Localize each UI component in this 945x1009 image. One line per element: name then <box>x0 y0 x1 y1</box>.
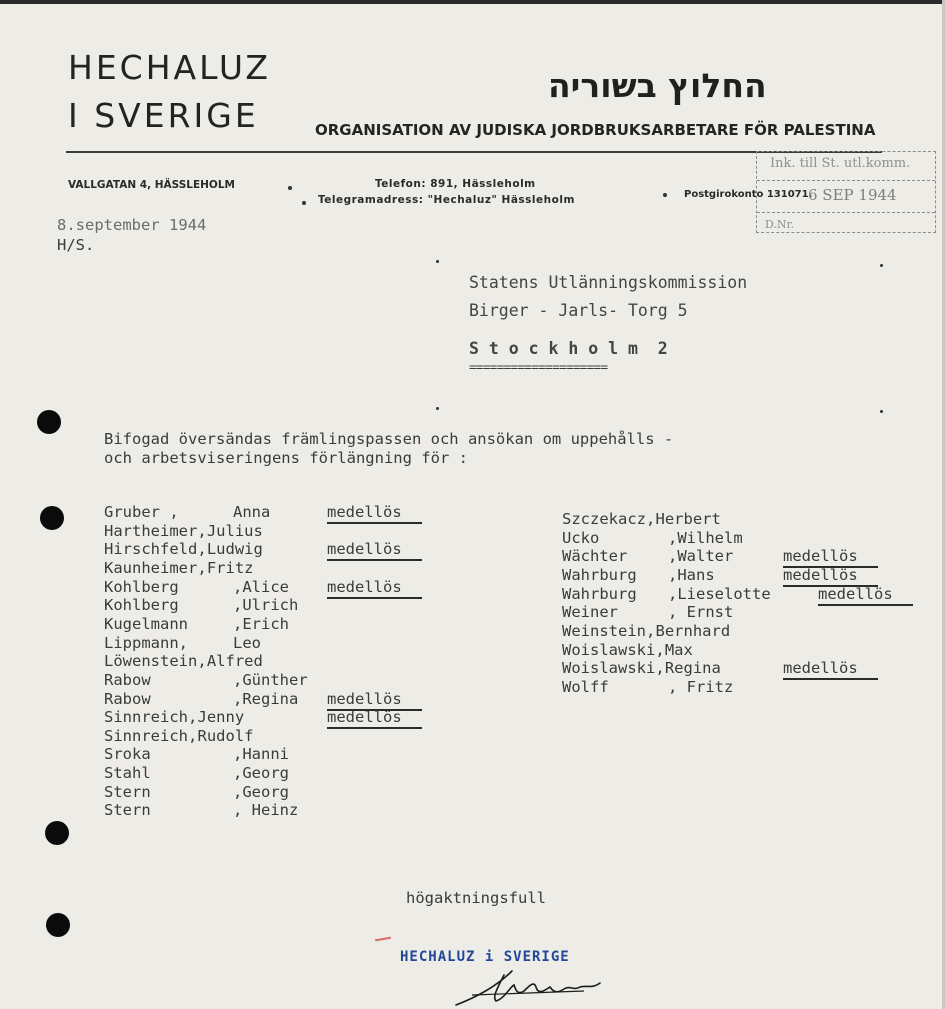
right-list-note: medellös <box>818 584 893 603</box>
org-name-line1: HECHALUZ <box>68 48 272 87</box>
right-list-surname: Wächter <box>562 547 628 566</box>
left-list-given-name: Anna <box>233 503 271 521</box>
right-list-note: medellös <box>783 565 858 584</box>
left-list-given-name: ,Hanni <box>233 745 289 764</box>
right-list-note: medellös <box>783 659 858 678</box>
left-list-given-name: , Heinz <box>233 801 299 820</box>
left-list-surname: Rabow <box>104 689 151 708</box>
stamp-divider <box>757 212 935 213</box>
right-list-given-name: ,Wilhelm <box>668 528 743 547</box>
left-list-given-name: ,Georg <box>233 764 289 783</box>
left-list-surname: Kaunheimer, <box>104 558 207 577</box>
left-list-given-name: Fritz <box>206 558 254 577</box>
left-list-given-name: ,Erich <box>233 614 289 633</box>
punch-hole <box>40 506 64 530</box>
left-list-note-underline <box>327 727 422 729</box>
right-list-given-name: , Fritz <box>668 677 734 696</box>
right-list-given-name: ,Walter <box>668 547 734 566</box>
left-list-note-underline <box>327 559 422 561</box>
closing-salutation: högaktningsfull <box>406 889 546 907</box>
right-list-surname: Weiner <box>562 603 618 622</box>
addressee-city: S t o c k h o l m 2 <box>469 339 668 358</box>
right-list-surname: Weinstein, <box>562 621 656 640</box>
right-list-surname: Ucko <box>562 528 600 547</box>
intro-line-1: Bifogad översändas främlingspassen och ansökan om uppehålls - <box>104 430 674 448</box>
reference-initials: H/S. <box>57 236 95 254</box>
addressee-street: Birger - Jarls- Torg 5 <box>469 301 688 320</box>
addressee-name: Statens Utlänningskommission <box>469 273 748 292</box>
addressee-double-underline: ==================== <box>469 359 608 374</box>
left-list-note: medellös <box>327 708 402 727</box>
left-list-surname: Stern <box>104 801 151 820</box>
left-list-surname: Hartheimer, <box>104 521 207 540</box>
left-list-surname: Sinnreich, <box>104 708 198 727</box>
right-list-surname: Wolff <box>562 677 609 696</box>
left-list-surname: Kohlberg <box>104 596 179 615</box>
left-list-surname: Hirschfeld, <box>104 540 207 559</box>
separator-dot <box>302 201 306 205</box>
left-list-note: medellös <box>327 503 402 521</box>
right-list-note-underline <box>818 604 913 606</box>
left-list-note: medellös <box>327 540 402 559</box>
left-list-given-name: ,Regina <box>233 689 299 708</box>
left-list-surname: Stern <box>104 782 151 801</box>
right-list-note: medellös <box>783 547 858 566</box>
left-list-given-name: ,Alice <box>233 577 289 596</box>
right-list-surname: Woislawski, <box>562 659 665 678</box>
paper-top-edge <box>0 0 945 4</box>
left-list-given-name: Leo <box>233 633 261 652</box>
left-list-given-name: Ludwig <box>206 540 263 559</box>
right-list-given-name: , Ernst <box>668 603 734 622</box>
punch-hole <box>37 410 61 434</box>
right-list-given-name: Bernhard <box>655 621 731 640</box>
street-address: VALLGATAN 4, HÄSSLEHOLM <box>68 179 236 191</box>
left-list-surname: Sinnreich, <box>104 726 198 745</box>
left-list-note-underline <box>327 522 422 524</box>
right-list-given-name: Max <box>664 640 693 659</box>
left-list-note-underline <box>327 597 422 599</box>
right-list-surname: Wahrburg <box>562 584 637 603</box>
postgiro-account: Postgirokonto 131071. <box>684 189 813 200</box>
left-list-given-name: ,Ulrich <box>233 596 299 615</box>
left-list-given-name: Alfred <box>206 652 263 671</box>
red-pencil-mark <box>375 937 391 942</box>
letter-date: 8.september 1944 <box>57 216 207 234</box>
left-list-surname: Kugelmann <box>104 614 188 633</box>
left-list-surname: Lippmann, <box>104 633 188 652</box>
left-list-given-name: Jenny <box>197 708 245 727</box>
right-list-surname: Wahrburg <box>562 565 637 584</box>
separator-dot <box>288 186 292 190</box>
fold-mark <box>880 264 883 267</box>
punch-hole <box>45 821 69 845</box>
handwritten-signature <box>452 965 612 1009</box>
stamp-dnr: D.Nr. <box>765 218 795 231</box>
right-list-note-underline <box>783 678 878 680</box>
punch-hole <box>46 913 70 937</box>
left-list-given-name: Rudolf <box>197 726 254 745</box>
telephone: Telefon: 891, Hässleholm <box>375 178 536 190</box>
left-list-surname: Kohlberg <box>104 577 179 596</box>
right-list-given-name: ,Lieselotte <box>668 584 771 603</box>
org-tagline: ORGANISATION AV JUDISKA JORDBRUKSARBETARE FÖR PALESTINA <box>315 121 876 139</box>
left-list-surname: Rabow <box>104 670 151 689</box>
fold-mark <box>880 410 883 413</box>
fold-mark <box>436 407 439 410</box>
signature-org-stamp: HECHALUZ i SVERIGE <box>400 949 570 965</box>
stamp-divider <box>757 180 935 181</box>
left-list-surname: Sroka <box>104 745 151 764</box>
right-list-given-name: ,Hans <box>668 565 715 584</box>
left-list-surname: Löwenstein, <box>104 652 207 671</box>
right-list-surname: Szczekacz, <box>562 510 656 528</box>
left-list-given-name: ,Georg <box>233 782 289 801</box>
left-list-note: medellös <box>327 577 402 596</box>
left-list-given-name: ,Günther <box>233 670 308 689</box>
org-name-line2: I SVERIGE <box>68 96 259 135</box>
left-list-surname: Gruber , <box>104 503 179 521</box>
left-list-note: medellös <box>327 689 402 708</box>
right-list-surname: Woislawski, <box>562 640 665 659</box>
right-list-given-name: Herbert <box>655 510 721 528</box>
left-list-given-name: Julius <box>206 521 263 540</box>
fold-mark <box>436 260 439 263</box>
intro-line-2: och arbetsviseringens förlängning för : <box>104 449 468 467</box>
stamp-date: 6 SEP 1944 <box>808 186 897 204</box>
hebrew-org-name: החלוץ בשוריה <box>548 66 767 105</box>
left-list-surname: Stahl <box>104 764 151 783</box>
stamp-heading: Ink. till St. utl.komm. <box>770 156 911 171</box>
right-list-given-name: Regina <box>664 659 721 678</box>
telegram-address: Telegramadress: "Hechaluz" Hässleholm <box>318 194 575 206</box>
separator-dot <box>663 193 667 197</box>
